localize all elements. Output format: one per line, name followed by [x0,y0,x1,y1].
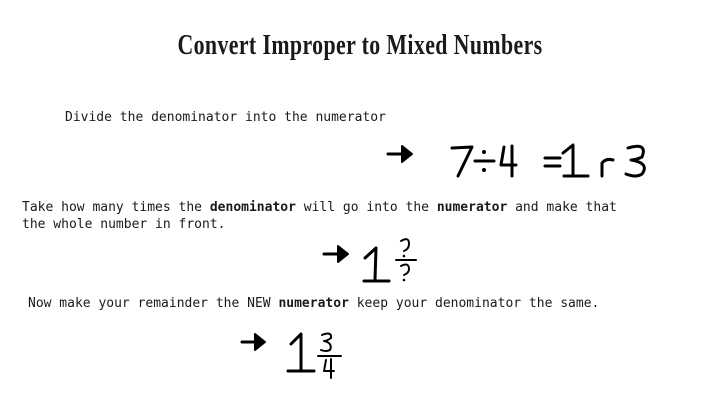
step3-part1: Now make your remainder the NEW [28,296,279,311]
step2-part2: will go into the [295,200,437,215]
step2-part1: Take how many times the [22,200,210,215]
step3-part2: keep your denominator the same. [348,296,600,311]
arrow-right-icon [242,334,265,350]
step3-bold-numerator: numerator [278,296,349,311]
handwritten-division [388,145,644,176]
step2-bold-denominator: denominator [209,200,296,215]
arrow-right-icon [324,246,348,262]
step2-text [22,199,625,233]
arrow-right-icon [388,146,412,162]
slide-title: Convert Improper to Mixed Numbers [177,30,543,61]
handwritten-mixed-number [242,334,341,378]
step3-text [28,295,628,312]
handwritten-whole-blank-fraction [324,239,416,281]
step2-part3: and make that the whole number in front. [22,200,625,232]
step2-bold-numerator: numerator [436,200,508,215]
step1-text: Divide the denominator into the numerator [65,110,386,125]
